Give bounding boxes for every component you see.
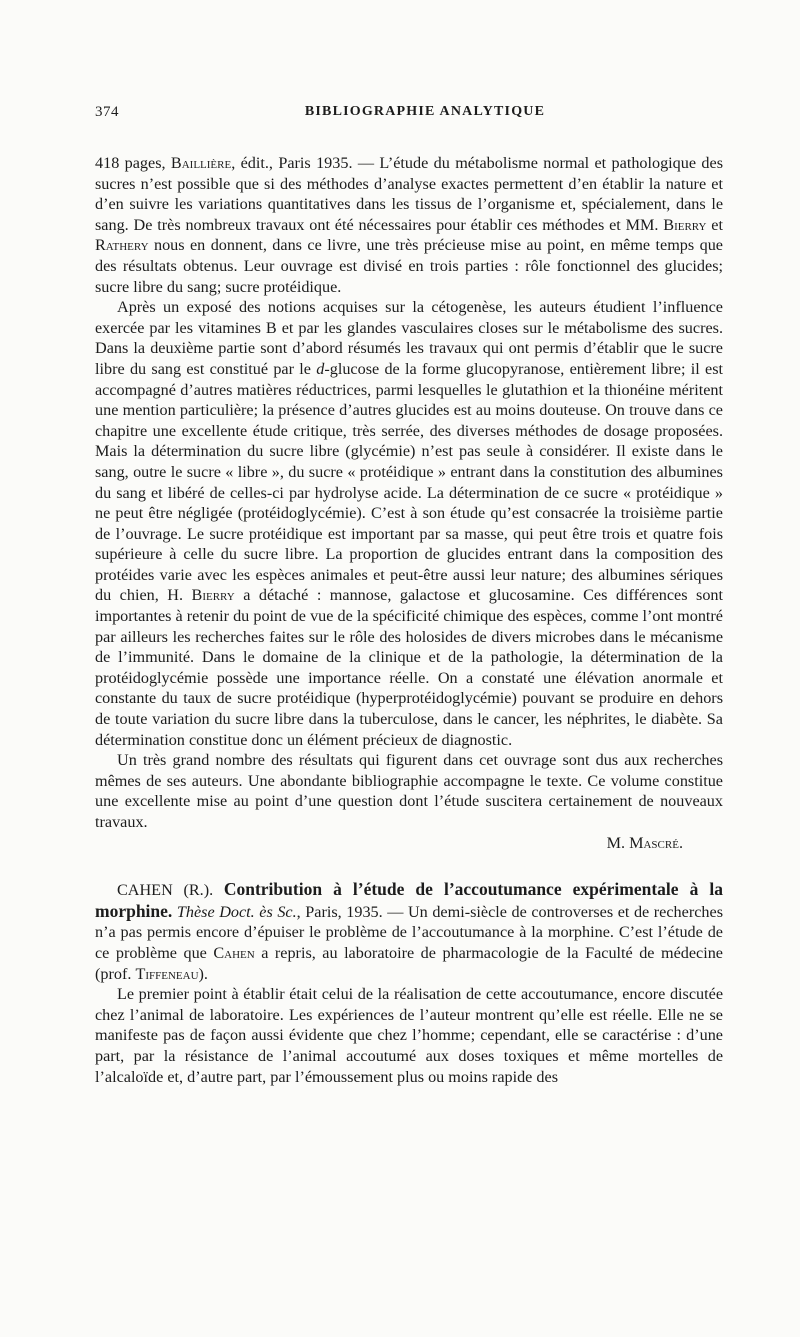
text-run: , Paris, 1935. — Un demi-siècle de controverses et de recherches n’a pas permis encore d’épuiser le problème de l’accoutumance à la morphine. C’est l’étude de ce problème que (95, 902, 723, 962)
reviewer-name: Mascré (629, 833, 679, 852)
text-run: a repris, au laboratoire de pharmacologie de la Faculté de médecine (prof. (95, 943, 723, 983)
entry-paragraph-1 (95, 879, 723, 984)
entry-paragraph-2: Le premier point à établir était celui de la réalisation de cette accoutumance, encore discutée chez l’animal de laboratoire. Les expériences de l’auteur montrent qu’elle est réelle. Elle ne se manifeste pas de façon aussi évidente que chez l’homme; cependant, elle se caractérise : d’une part, par la résistance de l’animal accoutumé aux doses toxiques et même mortelles de l’alcaloïde et, d’autre part, par l’émoussement plus ou moins rapide des (95, 985, 723, 1086)
body-text (95, 153, 723, 1087)
text-run: 418 pages, (95, 154, 171, 172)
text-run: . (678, 833, 683, 852)
bibliography-entry (95, 879, 723, 1087)
text-run: ). (198, 964, 208, 983)
text-run: et (706, 215, 723, 234)
text-run: nous en donnent, dans ce livre, une très précieuse mise au point, en même temps que des résultats obtenus. Leur ouvrage est divisé en trois parties : rôle fonctionnel des glucides; sucre libre du sang; sucre protéidique. (95, 236, 723, 296)
author-name: Rathery (95, 236, 149, 255)
reviewer-signature (95, 833, 723, 854)
page-header (95, 104, 720, 128)
review1-paragraph-1 (95, 153, 723, 297)
italic-prefix: d (316, 359, 325, 378)
author-name: Tiffeneau (135, 964, 199, 983)
review1-paragraph-2 (95, 297, 723, 750)
author-name: Bierry (191, 586, 235, 605)
running-title: BIBLIOGRAPHIE ANALYTIQUE (304, 104, 546, 119)
text-run: a détaché : mannose, galactose et glucosamine. Ces différences sont importantes à retenir du point de vue de la spécificité chimique des espèces, comme l’ont montré par ailleurs les recherches faites sur le rôle des holosides de divers microbes dans le mécanisme de l’immunité. Dans le domaine de la clinique et de la pathologie, la détermination de la protéidoglycémie possède une importance réelle. On a constaté une élévation anormale et constante du taux de sucre protéidique (hyperprotéidoglycémie) pouvant se produire en dehors de toute variation du sucre libre dans la tuberculose, dans le cancer, les néphrites, le diabète. Sa détermination constitue donc un élément précieux de diagnostic. (95, 586, 723, 749)
entry-author: CAHEN (R.). (117, 881, 224, 900)
publisher-name: Baillière (170, 154, 232, 172)
thesis-reference: Thèse Doct. ès Sc. (172, 902, 297, 921)
text-run: -glucose de la forme glucopyranose, entièrement libre; il est accompagné d’autres matières réductrices, parmi lesquelles le glutathion et la thionéine méritent une mention particulière; la présence d’autres glucides est au moins douteuse. On trouve dans ce chapitre une excellente étude critique, très serrée, des diverses méthodes de dosage proposées. Mais la détermination du sucre libre (glycémie) n’est pas seule à considérer. Il existe dans le sang, outre le sucre « libre », du sucre « protéidique » entrant dans la constitution des albumines du sang et libéré de celles-ci par hydrolyse acide. La détermination de ce sucre « protéidique » ne peut être négligée (protéidoglycémie). C’est à son étude qu’est consacrée la troisième partie de l’ouvrage. Le sucre protéidique est important par sa masse, qui peut être trois et quatre fois supérieure à celle du sucre libre. La proportion de glucides entrant dans la composition des protéides varie avec les espèces animales et peut-être aussi leur nature; des albumines sériques du chien, H. (95, 359, 723, 605)
page-number: 374 (95, 104, 119, 120)
text-run: , édit., Paris 1935. — L’étude du métabolisme normal et pathologique des sucres n’est possible que si des méthodes d’analyse exactes permettent d’en établir la nature et d’en suivre les variations quantitatives dans les tissus de l’organisme et, spécialement, dans le sang. De très nombreux travaux ont été nécessaires pour établir ces méthodes et MM. (95, 154, 723, 234)
text-run: M. (606, 833, 630, 852)
author-name: Bierry (663, 215, 707, 234)
entry-title: Contribution à l’étude de l’accoutumance expérimentale à la morphine. (95, 879, 723, 921)
text-run: Après un exposé des notions acquises sur la cétogenèse, les auteurs étudient l’influence exercée par les vitamines B et par les glandes vasculaires closes sur le métabolisme des sucres. Dans la deuxième partie sont d’abord résumés les travaux qui ont permis d’établir que le sucre libre du sang est constitué par le (95, 298, 723, 378)
review1-paragraph-3: Un très grand nombre des résultats qui figurent dans cet ouvrage sont dus aux recherches mêmes de ses auteurs. Une abondante bibliographie accompagne le texte. Ce volume constitue une excellente mise au point d’une question dont l’étude suscitera certainement de nouveaux travaux. (95, 751, 723, 831)
author-name: Cahen (213, 943, 255, 962)
